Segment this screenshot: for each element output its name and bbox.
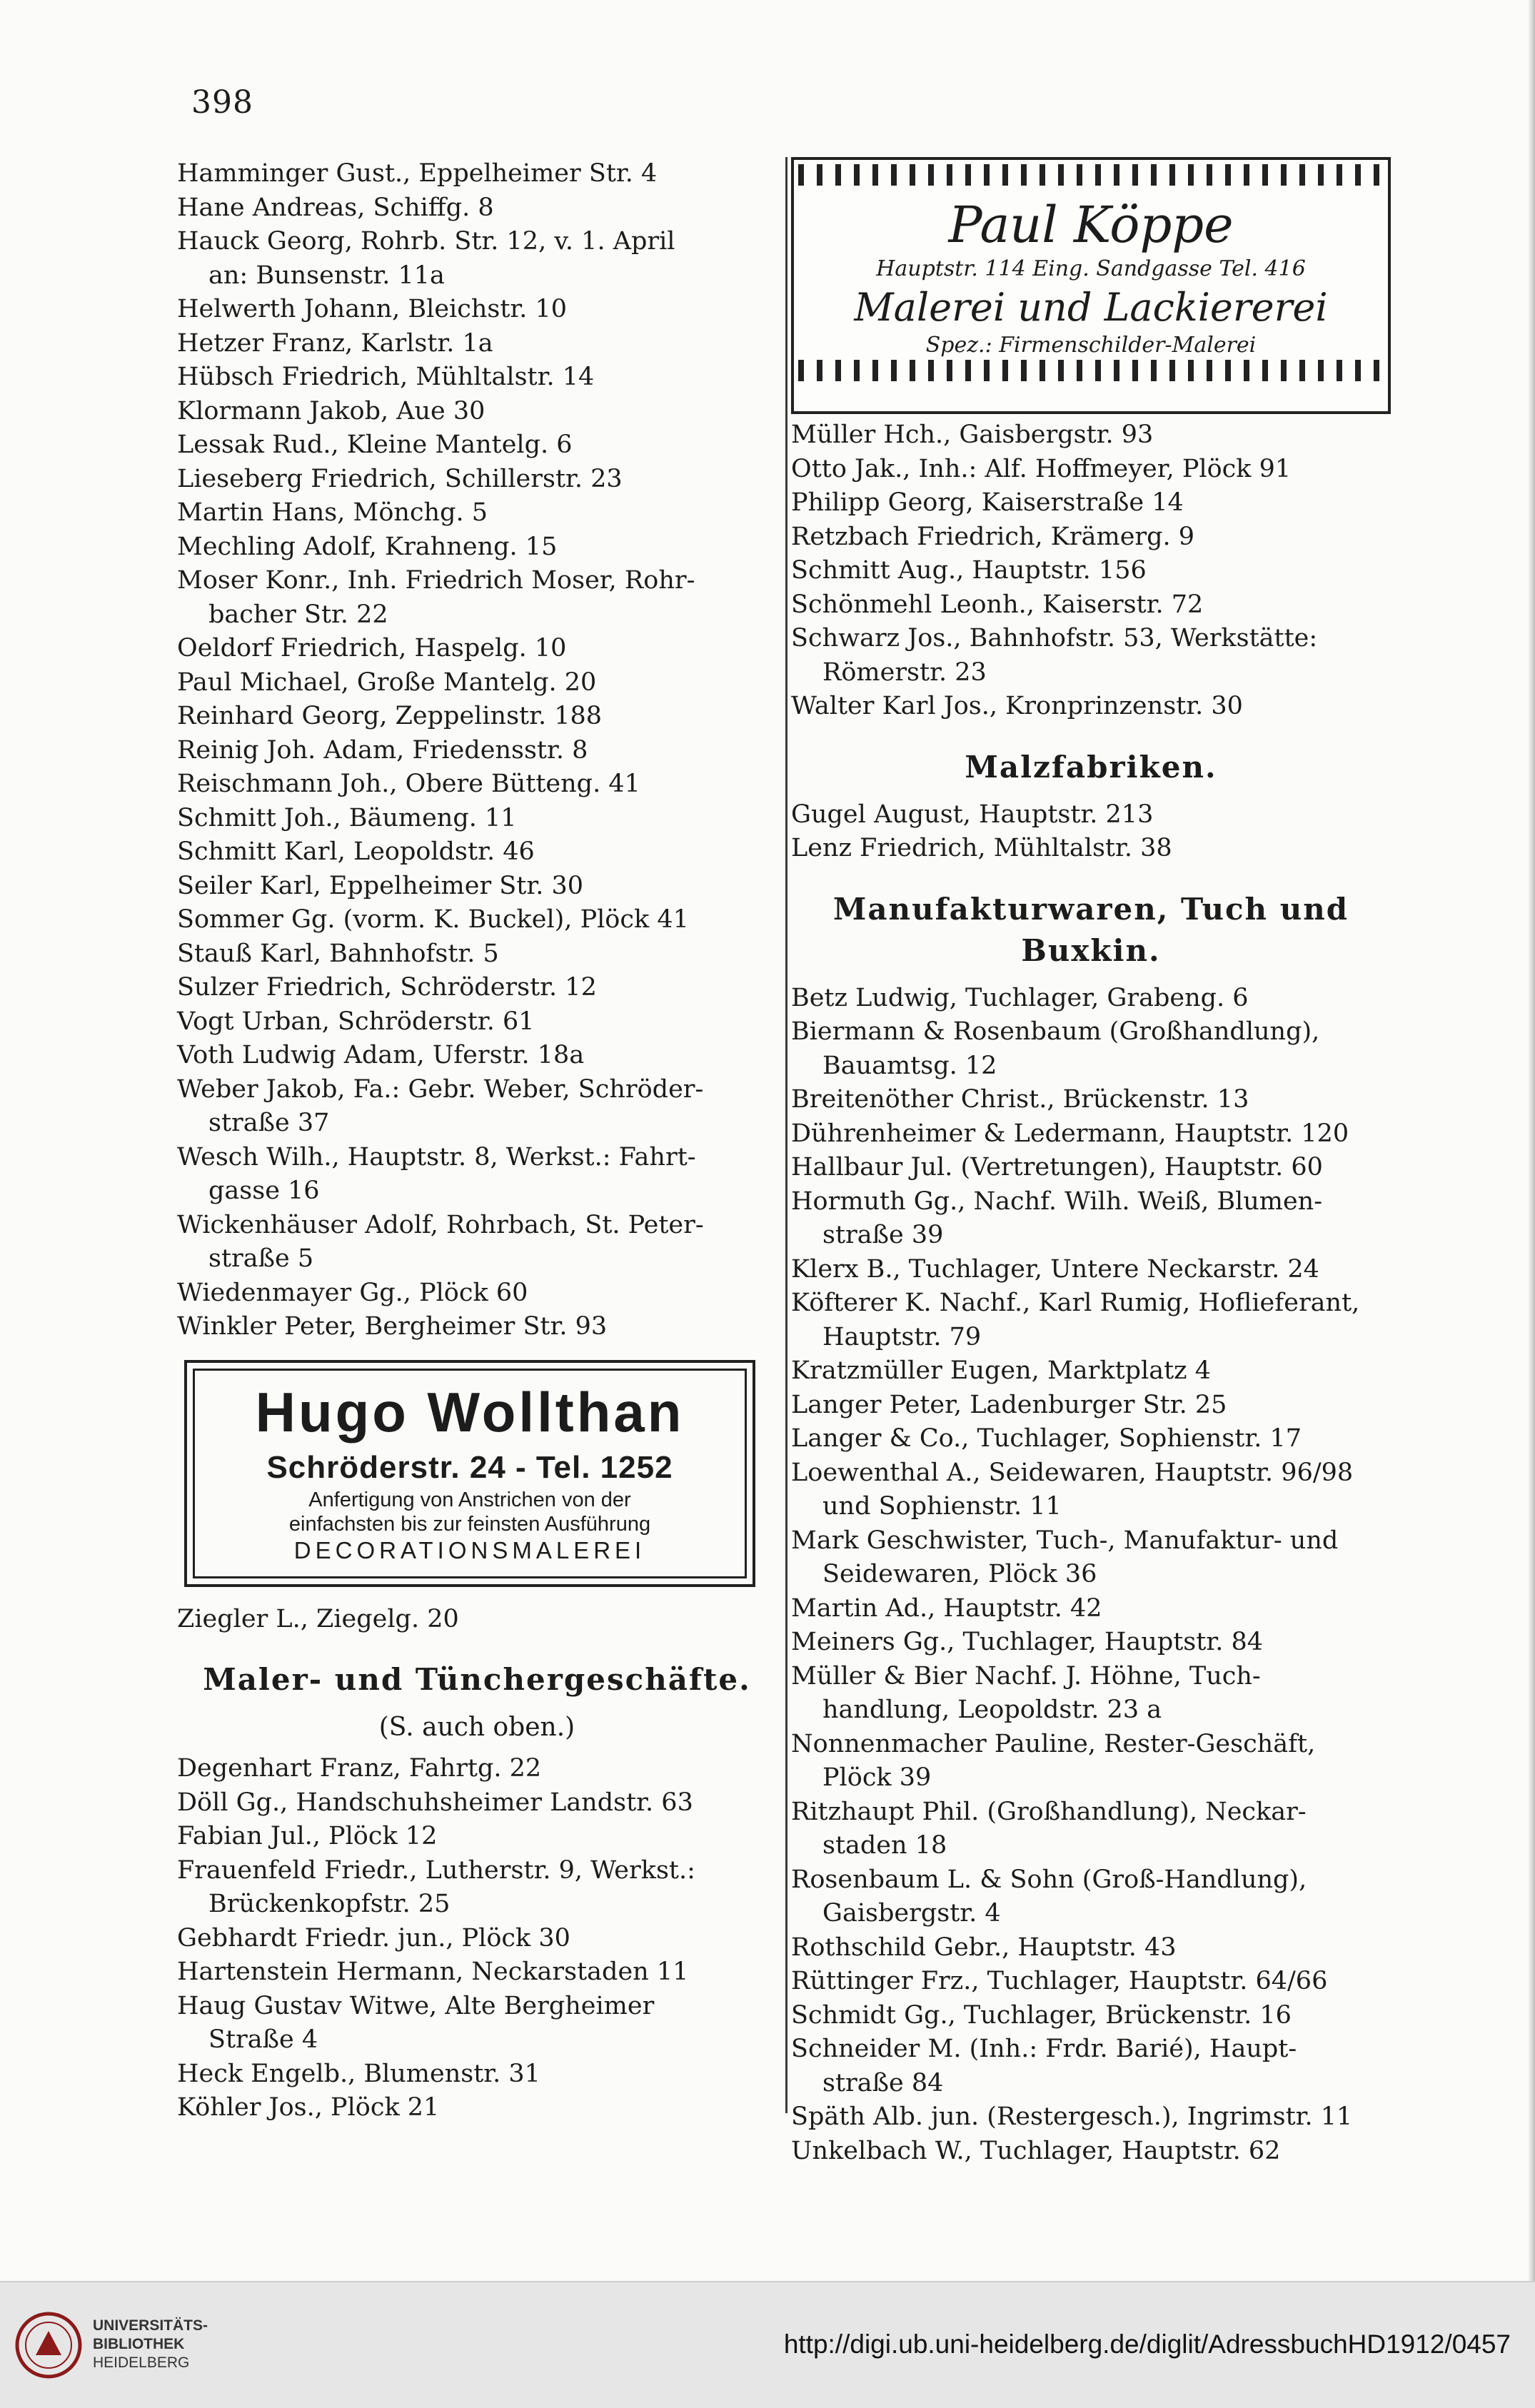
entry-line: Hane Andreas, Schiffg. 8 <box>177 193 494 222</box>
section-heading-maler: Maler- und Tünchergeschäfte. <box>203 1662 751 1697</box>
list-item <box>791 1524 1391 1592</box>
list-item <box>791 1795 1391 1863</box>
list-item <box>177 1039 777 1073</box>
entry-line: Otto Jak., Inh.: Alf. Hoffmeyer, Plöck 91 <box>791 454 1292 483</box>
section-subheading: (S. auch oben.) <box>378 1713 575 1742</box>
entry-continuation: Gaisbergstr. 4 <box>822 1899 1001 1928</box>
entry-line: Müller Hch., Gaisbergstr. 93 <box>791 420 1154 449</box>
library-line2: BIBLIOTHEK <box>93 2336 185 2352</box>
entry-line: Haug Gustav Witwe, Alte Bergheimer <box>177 1991 655 2020</box>
entry-line: Weber Jakob, Fa.: Gebr. Weber, Schröder- <box>177 1074 704 1104</box>
entry-line: Klormann Jakob, Aue 30 <box>177 396 485 425</box>
entry-line: Mechling Adolf, Krahneng. 15 <box>177 532 558 561</box>
entry-line: Betz Ludwig, Tuchlager, Grabeng. 6 <box>791 983 1249 1012</box>
ad-wollthan-line1: Anfertigung von Anstrichen von der <box>308 1488 631 1511</box>
list-item <box>177 157 777 191</box>
ad-wollthan-line2: einfachsten bis zur feinsten Ausführung <box>288 1512 651 1536</box>
entry-line: Sulzer Friedrich, Schröderstr. 12 <box>177 973 597 1002</box>
entry-line: Hartenstein Hermann, Neckarstaden 11 <box>177 1958 689 1986</box>
entry-line: Ritzhaupt Phil. (Großhandlung), Neckar- <box>791 1797 1307 1826</box>
list-item <box>791 1931 1391 1965</box>
entry-line: Breitenöther Christ., Brückenstr. 13 <box>791 1085 1249 1114</box>
entry-line: Hauck Georg, Rohrb. Str. 12, v. 1. April <box>177 227 675 256</box>
entry-line: Langer & Co., Tuchlager, Sophienstr. 17 <box>791 1424 1302 1453</box>
entry-line: Unkelbach W., Tuchlager, Hauptstr. 62 <box>791 2136 1281 2165</box>
library-name <box>93 2317 208 2372</box>
entry-line: Gebhardt Friedr. jun., Plöck 30 <box>177 1923 570 1953</box>
list-item <box>177 1786 777 1820</box>
entry-continuation: handlung, Leopoldstr. 23 a <box>822 1696 1162 1724</box>
entry-line: Meiners Gg., Tuchlager, Hauptstr. 84 <box>791 1628 1264 1656</box>
list-item <box>791 1151 1391 1185</box>
list-item <box>791 1728 1391 1795</box>
list-item <box>177 2091 777 2125</box>
column-divider <box>785 157 787 2113</box>
entry-line: Wesch Wilh., Hauptstr. 8, Werkst.: Fahrt- <box>177 1142 696 1172</box>
entry-line: Rüttinger Frz., Tuchlager, Hauptstr. 64/66 <box>791 1967 1328 1995</box>
entry-line: Müller & Bier Nachf. J. Höhne, Tuch- <box>791 1661 1261 1691</box>
list-item <box>177 1603 777 1637</box>
section-heading-malzfabriken: Malzfabriken. <box>965 749 1217 785</box>
list-item <box>791 2032 1391 2100</box>
entry-line: Wickenhäuser Adolf, Rohrbach, St. Peter- <box>177 1210 704 1239</box>
list-item <box>791 1389 1391 1423</box>
list-item <box>791 1015 1391 1083</box>
entry-line: Helwerth Johann, Bleichstr. 10 <box>177 295 568 323</box>
entry-line: Döll Gg., Handschuhsheimer Landstr. 63 <box>177 1788 693 1817</box>
list-item <box>791 1117 1391 1152</box>
entry-line: Heck Engelb., Blumenstr. 31 <box>177 2059 540 2088</box>
entry-line: Seiler Karl, Eppelheimer Str. 30 <box>177 871 584 900</box>
entry-line: Rothschild Gebr., Hauptstr. 43 <box>791 1933 1177 1962</box>
list-item <box>177 395 777 429</box>
entry-line: Hormuth Gg., Nachf. Wilh. Weiß, Blumen- <box>791 1187 1323 1216</box>
list-item <box>177 1141 777 1209</box>
entry-continuation: Plöck 39 <box>822 1763 932 1792</box>
list-item <box>791 520 1391 555</box>
list-item <box>177 1922 777 1956</box>
right-entries-a <box>791 418 1391 724</box>
entry-line: Hamminger Gust., Eppelheimer Str. 4 <box>177 159 658 188</box>
entry-line: Paul Michael, Große Mantelg. 20 <box>177 668 597 697</box>
list-item <box>177 700 777 734</box>
entry-continuation: straße 5 <box>208 1244 314 1273</box>
entry-line: Nonnenmacher Pauline, Rester-Geschäft, <box>791 1729 1316 1758</box>
entry-line: Klerx B., Tuchlager, Untere Neckarstr. 24 <box>791 1254 1319 1284</box>
list-item <box>177 937 777 972</box>
entry-line: Köhler Jos., Plöck 21 <box>177 2093 440 2122</box>
list-item <box>791 1286 1391 1354</box>
right-column <box>791 157 1391 2168</box>
entry-line: Wiedenmayer Gg., Plöck 60 <box>177 1278 528 1307</box>
entry-line: Schwarz Jos., Bahnhofstr. 53, Werkstätte: <box>791 624 1318 653</box>
list-item <box>177 1073 777 1141</box>
list-item <box>791 1999 1391 2033</box>
entry-continuation: Hauptstr. 79 <box>822 1322 982 1351</box>
list-item <box>177 632 777 666</box>
list-item <box>791 486 1391 520</box>
list-item <box>791 798 1391 832</box>
entry-line: Reinig Joh. Adam, Friedensstr. 8 <box>177 735 588 765</box>
list-item <box>177 1854 777 1922</box>
entry-line: Schneider M. (Inh.: Frdr. Barié), Haupt- <box>791 2035 1297 2063</box>
entry-line: Sommer Gg. (vorm. K. Buckel), Plöck 41 <box>177 905 689 934</box>
ad-koeppe-name: Paul Köppe <box>948 196 1234 254</box>
entry-line: Reischmann Joh., Obere Bütteng. 41 <box>177 770 640 798</box>
ad-wollthan-specialty: DECORATIONSMALEREI <box>293 1536 646 1563</box>
ornament-border-top <box>798 164 1384 186</box>
list-item <box>177 767 777 802</box>
list-item <box>791 1592 1391 1626</box>
entry-line: Hetzer Franz, Karlstr. 1a <box>177 328 493 358</box>
page-number: 398 <box>191 84 253 121</box>
list-item <box>791 1422 1391 1456</box>
list-item <box>791 418 1391 453</box>
entry-line: Philipp Georg, Kaiserstraße 14 <box>791 488 1184 517</box>
list-item <box>791 982 1391 1016</box>
list-item <box>177 903 777 937</box>
list-item <box>177 870 777 904</box>
entry-line: Martin Hans, Mönchg. 5 <box>177 498 488 527</box>
entry-continuation: Seidewaren, Plöck 36 <box>822 1560 1097 1588</box>
list-item <box>177 293 777 327</box>
right-entries-b <box>791 798 1391 866</box>
entry-continuation: Römerstr. 23 <box>822 658 987 687</box>
entry-line: Stauß Karl, Bahnhofstr. 5 <box>177 939 499 968</box>
entry-continuation: gasse 16 <box>208 1177 320 1205</box>
list-item <box>177 530 777 565</box>
entry-line: Gugel August, Hauptstr. 213 <box>791 800 1154 829</box>
library-line1: UNIVERSITÄTS- <box>93 2317 208 2334</box>
list-item <box>791 622 1391 690</box>
list-item <box>791 1354 1391 1389</box>
scan-edge <box>1528 0 1535 2281</box>
list-item <box>177 1820 777 1854</box>
entry-line: Lessak Rud., Kleine Mantelg. 6 <box>177 430 573 459</box>
list-item <box>177 971 777 1005</box>
entry-line: Schmitt Aug., Hauptstr. 156 <box>791 556 1147 585</box>
left-entries-a <box>177 157 777 1344</box>
entry-line: Ziegler L., Ziegelg. 20 <box>177 1604 459 1633</box>
list-item <box>177 666 777 700</box>
left-column <box>177 157 777 2125</box>
list-item <box>177 1310 777 1344</box>
list-item <box>791 1456 1391 1524</box>
list-item <box>791 1965 1391 1999</box>
entry-line: Hübsch Friedrich, Mühltalstr. 14 <box>177 363 595 391</box>
list-item <box>791 588 1391 623</box>
list-item <box>177 1752 777 1786</box>
list-item <box>177 1990 777 2057</box>
entry-line: Späth Alb. jun. (Restergesch.), Ingrimstr. 11 <box>791 2102 1353 2131</box>
list-item <box>177 1005 777 1039</box>
list-item <box>177 1276 777 1311</box>
ornament-border-bottom <box>798 360 1384 381</box>
library-line3: HEIDELBERG <box>93 2354 190 2371</box>
ad-koeppe-trade: Malerei und Lackiererei <box>854 285 1328 330</box>
entry-line: Moser Konr., Inh. Friedrich Moser, Rohr- <box>177 566 695 595</box>
entry-line: Frauenfeld Friedr., Lutherstr. 9, Werkst.: <box>177 1855 695 1885</box>
entry-line: Dührenheimer & Ledermann, Hauptstr. 120 <box>791 1119 1349 1148</box>
advertisement-wollthan <box>184 1360 755 1587</box>
entry-line: Mark Geschwister, Tuch-, Manufaktur- und <box>791 1526 1339 1555</box>
list-item <box>177 734 777 768</box>
right-entries-c <box>791 982 1391 2169</box>
entry-line: Schönmehl Leonh., Kaiserstr. 72 <box>791 590 1204 619</box>
entry-line: Voth Ludwig Adam, Uferstr. 18a <box>177 1041 585 1069</box>
entry-line: Winkler Peter, Bergheimer Str. 93 <box>177 1312 608 1341</box>
entry-line: Lenz Friedrich, Mühltalstr. 38 <box>791 834 1172 862</box>
entry-continuation: Bauamtsg. 12 <box>822 1051 997 1080</box>
ad-koeppe-specialty: Spez.: Firmenschilder-Malerei <box>925 333 1257 358</box>
section-heading-buxkin: Buxkin. <box>1021 932 1161 968</box>
entry-continuation: straße 37 <box>208 1109 330 1137</box>
ad-koeppe-address: Hauptstr. 114 Eing. Sandgasse Tel. 416 <box>876 256 1306 281</box>
advertisement-wollthan-frame <box>193 1369 747 1578</box>
entry-line: Hallbaur Jul. (Vertretungen), Hauptstr. 60 <box>791 1153 1323 1182</box>
list-item <box>177 361 777 395</box>
entry-continuation: bacher Str. 22 <box>208 600 388 629</box>
list-item <box>791 1863 1391 1931</box>
entry-line: Oeldorf Friedrich, Haspelg. 10 <box>177 634 567 663</box>
entry-continuation: Brückenkopfstr. 25 <box>208 1890 451 1918</box>
entry-line: Kratzmüller Eugen, Marktplatz 4 <box>791 1356 1212 1385</box>
ad-wollthan-name: Hugo Wollthan <box>255 1380 685 1444</box>
entry-line: Rosenbaum L. & Sohn (Groß-Handlung), <box>791 1865 1307 1894</box>
list-item <box>791 832 1391 866</box>
entry-line: Schmitt Karl, Leopoldstr. 46 <box>177 837 535 866</box>
source-url-link[interactable]: http://digi.ub.uni-heidelberg.de/diglit/AdressbuchHD1912/0457 <box>783 2329 1511 2359</box>
entry-line: Loewenthal A., Seidewaren, Hauptstr. 96/98 <box>791 1458 1354 1487</box>
entry-continuation: an: Bunsenstr. 11a <box>208 261 445 290</box>
entry-continuation: staden 18 <box>822 1831 947 1860</box>
left-entries-b <box>177 1603 777 1637</box>
entry-line: Reinhard Georg, Zeppelinstr. 188 <box>177 702 603 730</box>
list-item <box>177 1209 777 1276</box>
entry-line: Vogt Urban, Schröderstr. 61 <box>177 1007 535 1036</box>
entry-line: Lieseberg Friedrich, Schillerstr. 23 <box>177 464 623 493</box>
list-item <box>177 802 777 836</box>
list-item <box>791 554 1391 588</box>
entry-line: Fabian Jul., Plöck 12 <box>177 1822 438 1850</box>
list-item <box>177 225 777 293</box>
entry-line: Schmitt Joh., Bäumeng. 11 <box>177 803 517 832</box>
entry-line: Degenhart Franz, Fahrtg. 22 <box>177 1754 542 1783</box>
list-item <box>791 1660 1391 1728</box>
list-item <box>791 1253 1391 1287</box>
list-item <box>791 2135 1391 2169</box>
list-item <box>791 1185 1391 1253</box>
entry-continuation: straße 39 <box>822 1221 944 1249</box>
entry-continuation: straße 84 <box>822 2068 944 2097</box>
advertisement-koeppe <box>791 157 1391 414</box>
list-item <box>177 428 777 463</box>
entry-line: Schmidt Gg., Tuchlager, Brückenstr. 16 <box>791 2000 1292 2030</box>
university-seal-icon <box>14 2311 83 2379</box>
list-item <box>177 327 777 361</box>
list-item <box>791 2100 1391 2135</box>
list-item <box>791 690 1391 724</box>
list-item <box>791 1626 1391 1660</box>
entry-continuation: und Sophienstr. 11 <box>822 1492 1062 1521</box>
list-item <box>177 1955 777 1990</box>
entry-line: Retzbach Friedrich, Krämerg. 9 <box>791 522 1195 551</box>
entry-continuation: Straße 4 <box>208 2025 318 2054</box>
entry-line: Walter Karl Jos., Kronprinzenstr. 30 <box>791 692 1243 720</box>
list-item <box>177 191 777 226</box>
left-entries-c <box>177 1752 777 2125</box>
list-item <box>791 1083 1391 1117</box>
list-item <box>177 835 777 870</box>
footer-bar <box>0 2281 1535 2408</box>
ad-wollthan-address: Schröderstr. 24 - Tel. 1252 <box>266 1449 673 1485</box>
list-item <box>177 463 777 497</box>
list-item <box>791 453 1391 487</box>
entry-line: Langer Peter, Ladenburger Str. 25 <box>791 1390 1227 1419</box>
entry-line: Köfterer K. Nachf., Karl Rumig, Hoflieferant, <box>791 1289 1360 1317</box>
section-heading-manufakturwaren: Manufakturwaren, Tuch und <box>832 891 1349 927</box>
list-item <box>177 564 777 632</box>
list-item <box>177 2057 777 2092</box>
entry-line: Biermann & Rosenbaum (Großhandlung), <box>791 1017 1320 1046</box>
entry-line: Martin Ad., Hauptstr. 42 <box>791 1593 1102 1623</box>
list-item <box>177 496 777 530</box>
